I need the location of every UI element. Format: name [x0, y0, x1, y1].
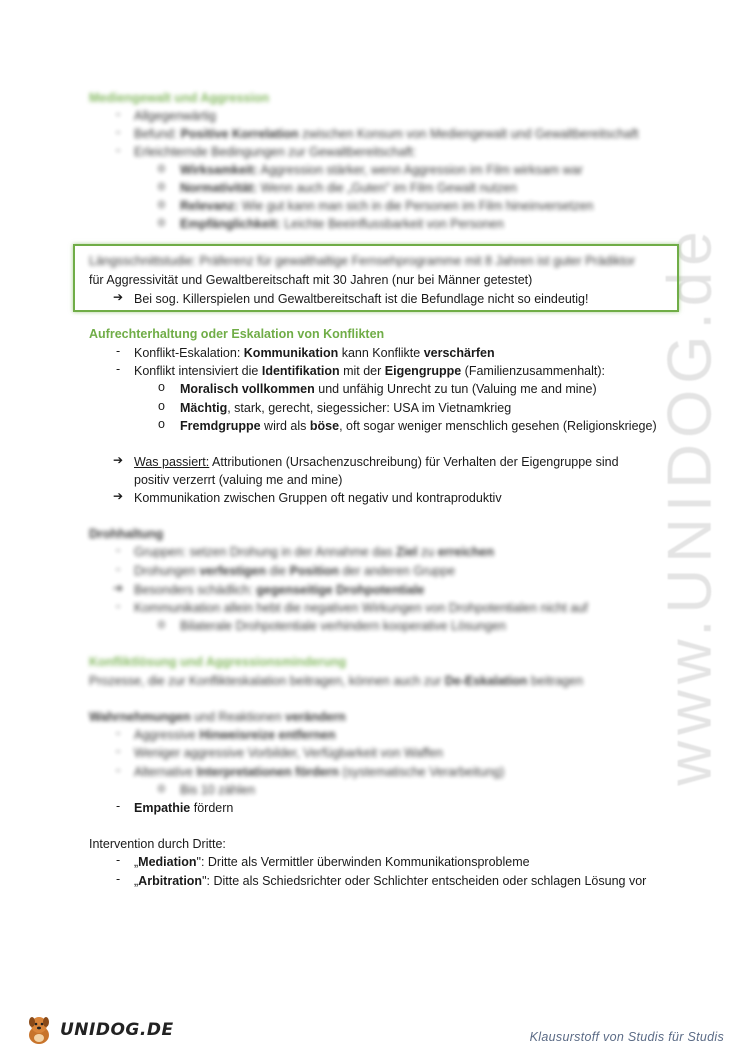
- section-heading: Aufrechterhaltung oder Eskalation von Konflikten: [89, 327, 385, 341]
- bullet-text: Konflikt-Eskalation: Kommunikation kann Konflikte verschärfen: [134, 346, 495, 360]
- sub-bullet-text: Wirksamkeit: Aggression stärker, wenn Aggression im Film wirksam war: [180, 163, 583, 177]
- bullet-text: Allgegenwärtig: [134, 109, 216, 123]
- sub-bullet-text: Relevanz: Wie gut kann man sich in die Personen im Film hineinversetzen: [180, 199, 594, 213]
- arrow-icon: ➔: [113, 453, 124, 467]
- sub-bullet-circle: o: [158, 380, 165, 394]
- bullet-dash: -: [116, 344, 121, 358]
- bullet-text: Alternative Interpretationen fördern (systematische Verarbeitung): [134, 765, 505, 779]
- sub-bullet-circle: o: [158, 781, 165, 795]
- intervention-heading: Intervention durch Dritte:: [89, 837, 226, 851]
- sub-bullet-text: Mächtig, stark, gerecht, siegessicher: USA im Vietnamkrieg: [180, 401, 512, 415]
- bullet-text: „Mediation": Dritte als Vermittler überwinden Kommunikationsprobleme: [134, 855, 530, 869]
- sub-bullet-text: Normativität: Wenn auch die „Guten" im Film Gewalt nutzen: [180, 181, 517, 195]
- watermark: [640, 224, 740, 786]
- bullet-dash: -: [116, 744, 121, 758]
- sub-bullet-circle: o: [158, 617, 165, 631]
- arrow-icon: ➔: [113, 581, 124, 595]
- bullet-dash: -: [116, 853, 121, 867]
- unidog-logo: [22, 1010, 174, 1050]
- bullet-dash: -: [116, 872, 121, 886]
- bullet-dash: -: [116, 543, 121, 557]
- bullet-text: Drohungen verfestigen die Position der anderen Gruppe: [134, 564, 456, 578]
- arrow-text: Besonders schädlich: gegenseitige Drohpotentiale: [134, 583, 425, 597]
- dog-mascot-icon: [22, 1013, 56, 1047]
- bullet-text: Erleichternde Bedingungen zur Gewaltbereitschaft:: [134, 145, 417, 159]
- section-heading: Drohhaltung: [89, 527, 164, 541]
- box-line-3: Bei sog. Killerspielen und Gewaltbereitschaft ist die Befundlage nicht so eindeutig!: [134, 292, 589, 306]
- section-heading: Mediengewalt und Aggression: [89, 91, 270, 105]
- arrow-icon: ➔: [113, 290, 124, 304]
- bullet-dash: -: [116, 143, 121, 157]
- sub-bullet-circle: o: [158, 197, 165, 211]
- bullet-dash: -: [116, 562, 121, 576]
- bullet-text: Befund: Positive Korrelation zwischen Konsum von Mediengewalt und Gewaltbereitschaft: [134, 127, 639, 141]
- bullet-dash: -: [116, 599, 121, 613]
- arrow-text: Was passiert: Attributionen (Ursachenzuschreibung) für Verhalten der Eigengruppe sind: [134, 455, 619, 469]
- arrow-icon: ➔: [113, 489, 124, 503]
- sub-bullet-text: Empfänglichkeit: Leichte Beeinflussbarkeit von Personen: [180, 217, 504, 231]
- sub-bullet-circle: o: [158, 161, 165, 175]
- footer-tagline: Klausurstoff von Studis für Studis: [529, 1030, 724, 1044]
- sub-bullet-circle: o: [158, 179, 165, 193]
- sub-bullet-circle: o: [158, 215, 165, 229]
- sub-bullet-text: Fremdgruppe wird als böse, oft sogar weniger menschlich gesehen (Religionskriege): [180, 419, 657, 433]
- bullet-text: Empathie fördern: [134, 801, 234, 815]
- sub-bullet-text: Moralisch vollkommen und unfähig Unrecht zu tun (Valuing me and mine): [180, 382, 597, 396]
- subheading: Wahrnehmungen und Reaktionen verändern: [89, 710, 346, 724]
- bullet-dash: -: [116, 799, 121, 813]
- bullet-dash: -: [116, 362, 121, 376]
- bullet-text: Kommunikation allein hebt die negativen Wirkungen von Drohpotentialen nicht auf: [134, 601, 588, 615]
- sub-bullet-circle: o: [158, 399, 165, 413]
- section-heading: Konfliktlösung und Aggressionsminderung: [89, 655, 347, 669]
- box-line-1: Längsschnittstudie: Präferenz für gewalthaltige Fernsehprogramme mit 8 Jahren ist guter Prädiktor: [89, 254, 636, 268]
- arrow-text: Kommunikation zwischen Gruppen oft negativ und kontraproduktiv: [134, 491, 502, 505]
- sub-bullet-text: Bilaterale Drohpotentiale verhindern kooperative Lösungen: [180, 619, 506, 633]
- arrow-text-continued: positiv verzerrt (valuing me and mine): [134, 473, 343, 487]
- bullet-text: „Arbitration": Ditte als Schiedsrichter oder Schlichter entscheiden oder schlagen Lösung vor: [134, 874, 647, 888]
- bullet-dash: -: [116, 763, 121, 777]
- paragraph: Prozesse, die zur Konflikteskalation beitragen, können auch zur De-Eskalation beitragen: [89, 674, 584, 688]
- bullet-dash: -: [116, 726, 121, 740]
- bullet-text: Aggressive Hinweisreize entfernen: [134, 728, 336, 742]
- bullet-dash: -: [116, 125, 121, 139]
- sub-bullet-text: Bis 10 zählen: [180, 783, 256, 797]
- sub-bullet-circle: o: [158, 417, 165, 431]
- bullet-text: Gruppen: setzen Drohung in der Annahme das Ziel zu erreichen: [134, 545, 494, 559]
- bullet-dash: -: [116, 107, 121, 121]
- bullet-text: Weniger aggressive Vorbilder, Verfügbarkeit von Waffen: [134, 746, 443, 760]
- box-line-2: für Aggressivität und Gewaltbereitschaft mit 30 Jahren (nur bei Männer getestet): [89, 273, 533, 287]
- watermark-text: www.UNIDOG.de: [655, 224, 725, 786]
- logo-text: UNIDOG.DE: [60, 1020, 174, 1040]
- bullet-text: Konflikt intensiviert die Identifikation mit der Eigengruppe (Familienzusammenhalt):: [134, 364, 605, 378]
